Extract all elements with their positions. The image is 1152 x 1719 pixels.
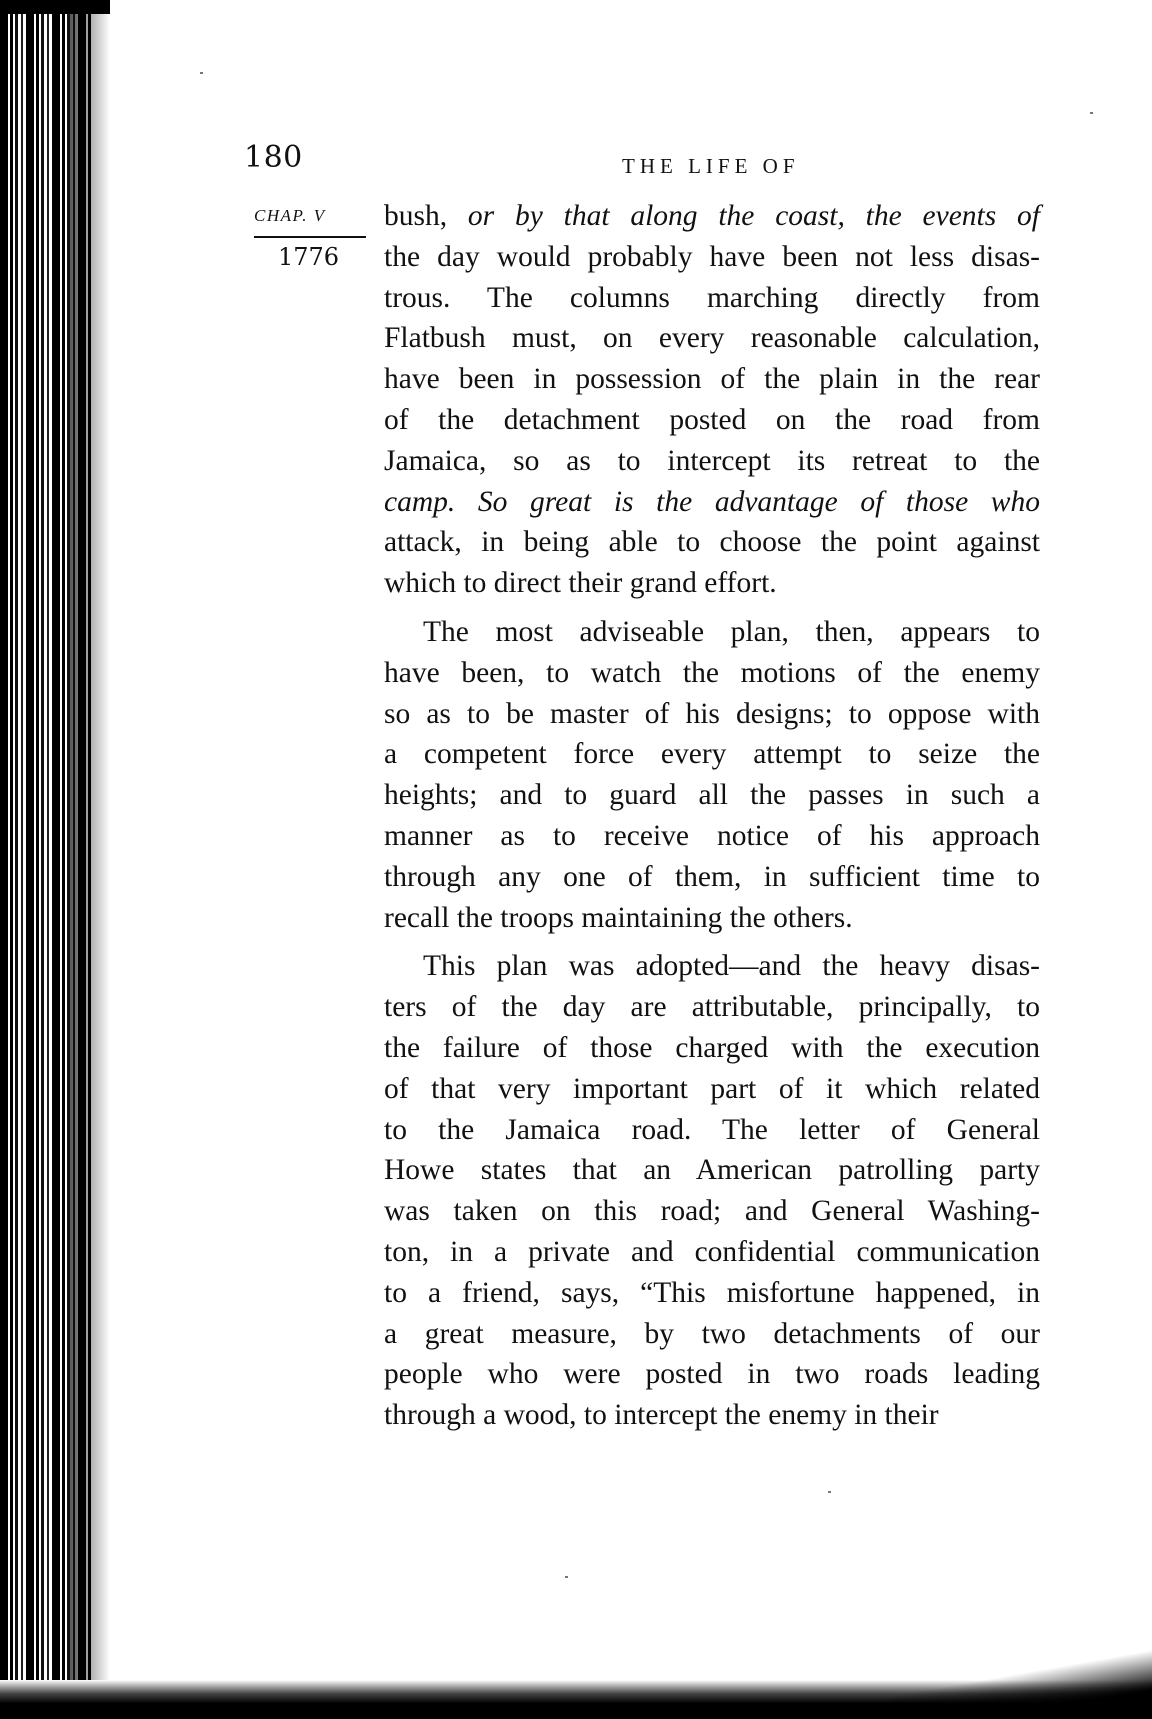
text-line: the day would probably have been not less disas-: [384, 240, 1040, 273]
text-line: was taken on this road; and General Washing-: [384, 1195, 1040, 1228]
margin-year-note: 1776: [278, 243, 340, 271]
italic-text: or by that along the coast, the events of: [467, 200, 1040, 232]
text-line: to the Jamaica road. The letter of General: [384, 1113, 1040, 1146]
italic-text: camp. So great is the advantage of those who: [384, 485, 1040, 518]
text-line: a competent force every attempt to seize the: [384, 738, 1040, 771]
text-line: to a friend, says, “This misfortune happened, in: [384, 1276, 1040, 1309]
text-line: bush, or by that along the coast, the events of: [384, 200, 1040, 232]
binding-shadow: [70, 0, 110, 1719]
page-number: 180: [244, 140, 303, 175]
text-line: attack, in being able to choose the point against: [384, 526, 1040, 559]
margin-rule: [254, 236, 366, 238]
text-line: Flatbush must, on every reasonable calculation,: [384, 322, 1040, 355]
text-line: recall the troops maintaining the others.: [384, 901, 853, 934]
body-text: [384, 196, 1040, 1436]
text-line: have been in possession of the plain in the rear: [384, 363, 1040, 396]
text-line: a great measure, by two detachments of our: [384, 1317, 1040, 1350]
text-line: people who were posted in two roads leading: [384, 1358, 1040, 1391]
margin-chapter-note: CHAP. V: [254, 206, 326, 225]
text-line: so as to be master of his designs; to oppose with: [384, 697, 1040, 730]
running-title: THE LIFE OF: [622, 154, 800, 178]
text-line: which to direct their grand effort.: [384, 567, 777, 600]
text-line: through any one of them, in sufficient time to: [384, 860, 1040, 893]
scan-speck: [565, 1576, 568, 1578]
scan-speck: [200, 72, 203, 74]
scan-speck: [828, 1491, 831, 1493]
scan-speck: [1090, 112, 1093, 114]
text-line: manner as to receive notice of his approach: [384, 819, 1040, 852]
text-line: through a wood, to intercept the enemy in their: [384, 1399, 939, 1432]
page-corner-shadow: [892, 1650, 1152, 1719]
text-line: Howe states that an American patrolling party: [384, 1154, 1040, 1187]
binding-top-edge: [0, 0, 110, 14]
text-line: trous. The columns marching directly from: [384, 281, 1040, 314]
text-line: The most adviseable plan, then, appears to: [423, 615, 1040, 648]
text-line: ters of the day are attributable, principally, to: [384, 991, 1040, 1024]
text-line: have been, to watch the motions of the enemy: [384, 656, 1040, 689]
text-line: of that very important part of it which related: [384, 1072, 1040, 1105]
text-line: This plan was adopted—and the heavy disas-: [423, 950, 1040, 983]
text-line: of the detachment posted on the road from: [384, 403, 1040, 436]
text-line: the failure of those charged with the execution: [384, 1031, 1040, 1064]
text-line: Jamaica, so as to intercept its retreat to the: [384, 444, 1040, 477]
text-line: [384, 482, 1040, 523]
text-line: heights; and to guard all the passes in such a: [384, 779, 1040, 812]
text-line: ton, in a private and confidential communication: [384, 1235, 1040, 1268]
